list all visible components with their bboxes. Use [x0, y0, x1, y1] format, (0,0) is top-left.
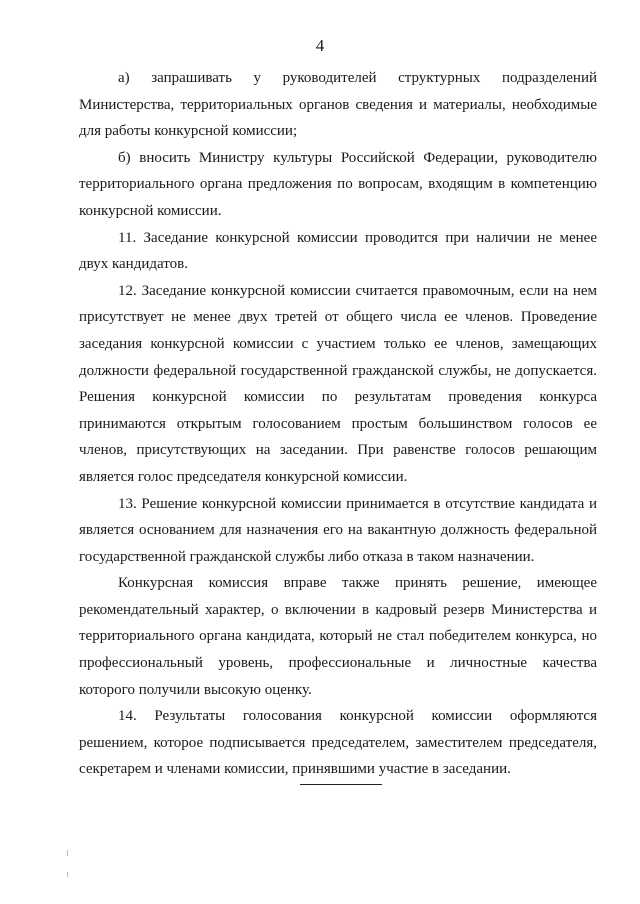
paragraph-request-materials: а) запрашивать у руководителей структурных подразделений Министерства, территориальных органов сведения и материалы, необходимые для работы конкурсной комиссии;: [79, 70, 597, 140]
scan-artifact-mark: [67, 850, 68, 856]
end-divider-line: [300, 784, 382, 785]
paragraph-reserve-decision: Конкурсная комиссия вправе также принять решение, имеющее рекомендательный характер, о включении в кадровый резерв Министерства и территориального органа кандидата, который не стал победителем конкурса, но профессиональный уровень, профессиональные и личностные качества которого получили высокую оценку.: [79, 575, 597, 698]
paragraph-submit-proposals: б) вносить Министру культуры Российской Федерации, руководителю территориального органа предложения по вопросам, входящим в компетенцию конкурсной комиссии.: [79, 149, 597, 219]
page-number: 4: [315, 36, 325, 55]
scan-artifact-mark: [67, 872, 68, 877]
paragraph-clause-14: 14. Результаты голосования конкурсной комиссии оформляются решением, которое подписывается председателем, заместителем председателя, секретарем и членами комиссии, принявшими участие в заседании.: [79, 708, 597, 778]
paragraph-clause-11: 11. Заседание конкурсной комиссии проводится при наличии не менее двух кандидатов.: [79, 229, 597, 273]
paragraph-clause-13: 13. Решение конкурсной комиссии принимается в отсутствие кандидата и является основанием для назначения его на вакантную должность федеральной государственной гражданской службы либо отказа в таком назначении.: [79, 495, 597, 565]
paragraph-clause-12: 12. Заседание конкурсной комиссии считается правомочным, если на нем присутствует не менее двух третей от общего числа ее членов. Проведение заседания конкурсной комиссии с участием только ее членов, замещающих должности федеральной государственной гражданской службы, не допускается. Решения конкурсной комиссии по результатам проведения конкурса принимаются открытым голосованием простым большинством голосов ее членов, присутствующих на заседании. При равенстве голосов решающим является голос председателя конкурсной комиссии.: [79, 282, 597, 485]
document-body: [79, 65, 597, 783]
